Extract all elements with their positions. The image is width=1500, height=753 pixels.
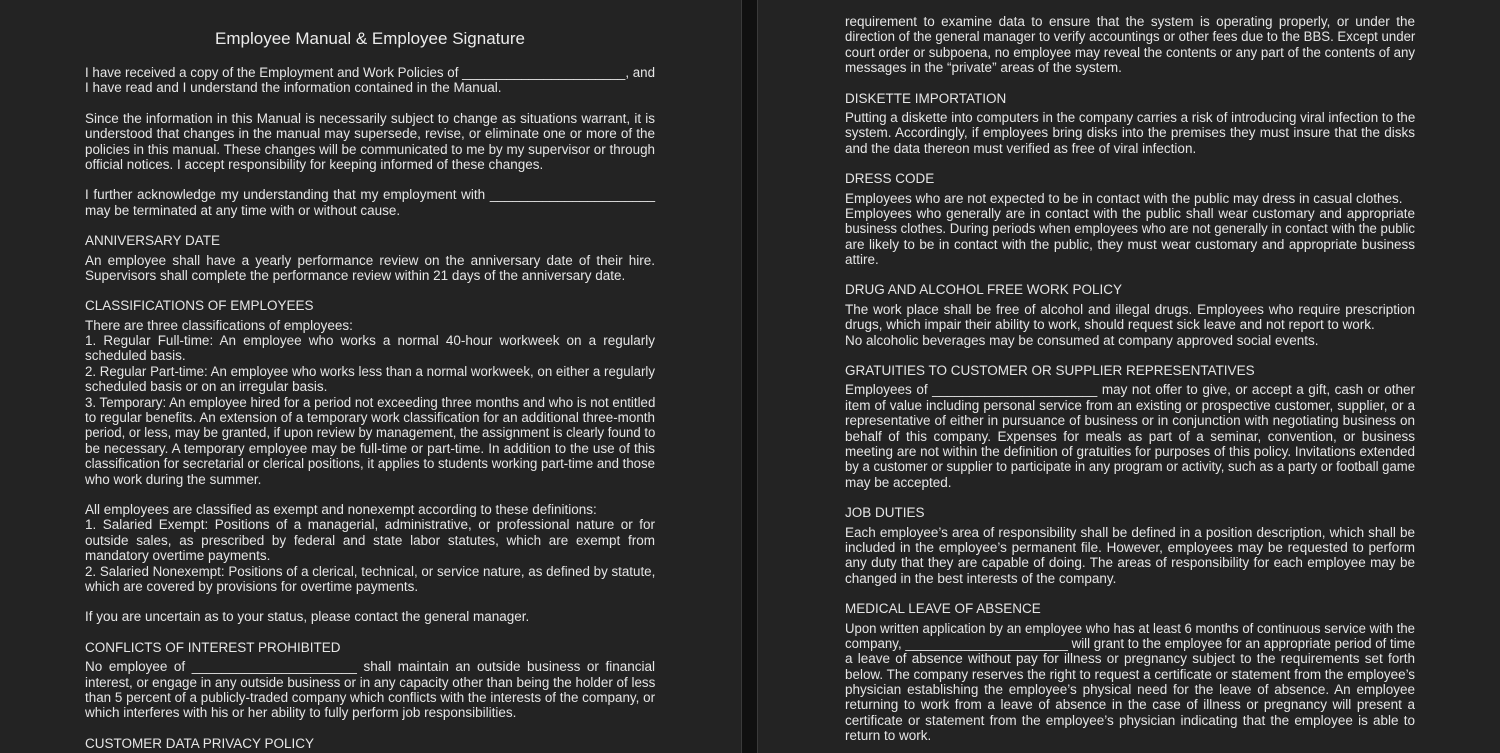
- text-line: Supervisors shall complete the performance review within 21 days of the anniversary date.: [85, 267, 626, 283]
- text-line: changed in the best interests of the company.: [845, 570, 1117, 586]
- paragraph: [85, 395, 655, 487]
- paragraph: [85, 502, 655, 517]
- paragraph: [845, 302, 1415, 333]
- text-line: a leave of absence without pay for illness or pregnancy subject to the requirements set forth: [845, 651, 1415, 667]
- page-right-content: [845, 14, 1415, 744]
- paragraph: [85, 111, 655, 173]
- paragraph: [85, 333, 655, 364]
- text-line: 1. Salaried Exempt: Positions of a managerial, administrative, or professional nature or for: [85, 517, 655, 533]
- text-line: below. The company reserves the right to request a certificate or statement from the employee’s: [845, 666, 1416, 682]
- document-page-left: [0, 0, 742, 753]
- text-line: Upon written application by an employee who has at least 6 months of continuous service with the: [845, 620, 1415, 636]
- text-line: The work place shall be free of alcohol and illegal drugs. Employees who require prescription: [845, 301, 1415, 317]
- paragraph: [845, 14, 1415, 76]
- section-heading: CLASSIFICATIONS OF EMPLOYEES: [85, 298, 314, 314]
- text-line: policies in this manual. These changes will be communicated to me by my supervisor or through: [85, 141, 656, 157]
- text-line: interest, or engage in any outside business or in any capacity other than being the holder of less: [85, 674, 656, 690]
- text-line: returning to work from a leave of absence in the case of illness or pregnancy will present a: [845, 697, 1415, 713]
- paragraph: [85, 318, 655, 333]
- text-line: 2. Salaried Nonexempt: Positions of a clerical, technical, or service nature, as defined by statute,: [85, 563, 656, 579]
- text-line: All employees are classified as exempt and nonexempt according to these definitions:: [85, 501, 597, 517]
- text-line: included in the employee’s permanent file. However, employees may be requested to perform: [845, 539, 1415, 555]
- text-line: I have read and I understand the information contained in the Manual.: [85, 80, 502, 96]
- text-line: certificate or statement from the employee’s physician indicating that the employee is able to: [845, 712, 1415, 728]
- text-line: physician establishing the employee’s physical need for the leave of absence. An employee: [845, 682, 1415, 698]
- text-line: who work during the summer.: [85, 471, 262, 487]
- paragraph: [845, 191, 1415, 206]
- section-heading: MEDICAL LEAVE OF ABSENCE: [845, 601, 1041, 617]
- text-line: to regular benefits. An extension of a temporary work classification for an additional three-month: [85, 410, 655, 426]
- text-line: may be accepted.: [845, 474, 952, 490]
- text-line: which interferes with his or her ability to fully perform job responsibilities.: [85, 705, 517, 721]
- text-line: may be terminated at any time with or without cause.: [85, 202, 401, 218]
- text-line: by a customer or supplier to participate in any program or activity, such as a party or football game: [845, 459, 1415, 475]
- paragraph: [85, 659, 655, 721]
- text-line: meeting are not within the definition of gratuities for purposes of this policy. Invitations extended: [845, 443, 1415, 459]
- text-line: attire.: [845, 252, 879, 268]
- text-line: No employee of ______________________ shall maintain an outside business or financial: [85, 659, 655, 675]
- text-line: period, or less, may be granted, if upon review by management, the assignment is clearly found to: [85, 425, 656, 441]
- paragraph: [845, 382, 1415, 490]
- text-line: I have received a copy of the Employment and Work Policies of ______________________, and: [85, 65, 655, 80]
- text-line: understood that changes in the manual may supersede, revise, or eliminate one or more of the: [85, 126, 655, 142]
- text-line: and the data thereon must verified as free of viral infection.: [845, 140, 1197, 156]
- text-line: messages in the “private” areas of the system.: [845, 60, 1122, 76]
- section-heading: ANNIVERSARY DATE: [85, 233, 221, 249]
- text-line: company, ______________________ will grant to the employee for an appropriate period of time: [845, 635, 1416, 651]
- text-line: 2. Regular Part-time: An employee who works less than a normal workweek, on either a regularly: [85, 363, 655, 379]
- paragraph: [845, 525, 1415, 587]
- section-heading: GRATUITIES TO CUSTOMER OR SUPPLIER REPRESENTATIVES: [845, 363, 1255, 379]
- section-heading: DRUG AND ALCOHOL FREE WORK POLICY: [845, 282, 1123, 298]
- text-line: than 5 percent of a publicly-traded company which conflicts with the interests of the company, or: [85, 689, 656, 705]
- text-line: No alcoholic beverages may be consumed at company approved social events.: [845, 332, 1319, 348]
- text-line: item of value including personal service from an existing or prospective customer, supplier, or a: [845, 397, 1415, 413]
- paragraph: [845, 110, 1415, 156]
- paragraph: [85, 187, 655, 218]
- text-line: If you are uncertain as to your status, please contact the general manager.: [85, 609, 530, 625]
- text-line: requirement to examine data to ensure that the system is operating properly, or under the: [845, 14, 1415, 29]
- paragraph: [845, 333, 1415, 348]
- text-line: behalf of this company. Expenses for meals as part of a seminar, convention, or business: [845, 428, 1415, 444]
- text-line: any duty that they are capable of doing. The areas of responsibility for each employee may be: [845, 555, 1415, 571]
- text-line: direction of the general manager to verify accountings or other fees due to the BBS. Except under: [845, 29, 1416, 45]
- text-line: I further acknowledge my understanding that my employment with ______________________: [85, 187, 655, 203]
- page-left-content: [85, 65, 655, 751]
- paragraph: [85, 364, 655, 395]
- paragraph: [85, 609, 655, 624]
- text-line: drugs, which impair their ability to work, should request sick leave and not report to work.: [845, 317, 1375, 333]
- text-line: Putting a diskette into computers in the company carries a risk of introducing viral infection to the: [845, 109, 1416, 125]
- section-heading: JOB DUTIES: [845, 505, 925, 521]
- paragraph: [85, 564, 655, 595]
- text-line: which are covered by provisions for overtime payments.: [85, 578, 419, 594]
- text-line: Employees who generally are in contact with the public shall wear customary and appropriate: [845, 205, 1415, 221]
- text-line: system. Accordingly, if employees bring disks into the premises they must insure that the disks: [845, 125, 1415, 141]
- text-line: There are three classifications of employees:: [85, 317, 353, 333]
- paragraph: [85, 65, 655, 96]
- paragraph: [85, 253, 655, 284]
- text-line: Employees who are not expected to be in contact with the public may dress in casual clothes.: [845, 190, 1403, 206]
- text-line: return to work.: [845, 728, 932, 744]
- text-line: representative of either in pursuance of business or in conjunction with negotiating business on: [845, 413, 1415, 429]
- text-line: scheduled basis.: [85, 348, 186, 364]
- document-title: Employee Manual & Employee Signature: [215, 29, 525, 48]
- section-heading: CONFLICTS OF INTEREST PROHIBITED: [85, 639, 341, 655]
- text-line: are likely to be in contact with the public, they must wear customary and appropriate business: [845, 236, 1415, 252]
- text-line: scheduled basis or on an irregular basis.: [85, 379, 328, 395]
- section-heading: DRESS CODE: [845, 171, 935, 187]
- text-line: An employee shall have a yearly performance review on the anniversary date of their hire.: [85, 252, 655, 268]
- text-line: 1. Regular Full-time: An employee who works a normal 40-hour workweek on a regularly: [85, 333, 655, 349]
- text-line: court order or subpoena, no employee may reveal the contents or any part of the contents of any: [845, 44, 1416, 60]
- document-page-right: [757, 0, 1500, 753]
- paragraph: [85, 517, 655, 563]
- text-line: be necessary. A temporary employee may be full-time or part-time. In addition to the use of this: [85, 440, 655, 456]
- section-heading: DISKETTE IMPORTATION: [845, 90, 1007, 106]
- text-line: 3. Temporary: An employee hired for a period not exceeding three months and who is not entitled: [85, 394, 656, 410]
- text-line: Since the information in this Manual is necessarily subject to change as situations warrant, it is: [85, 110, 655, 126]
- section-heading: CUSTOMER DATA PRIVACY POLICY: [85, 735, 315, 751]
- text-line: Each employee’s area of responsibility shall be defined in a position description, which shall be: [845, 524, 1415, 540]
- text-line: business clothes. During periods when employees who are not generally in contact with the public: [845, 221, 1415, 237]
- text-line: classification for secretarial or clerical positions, it applies to students working part-time and those: [85, 456, 655, 472]
- text-line: mandatory overtime payments.: [85, 548, 271, 564]
- paragraph: [845, 206, 1415, 268]
- paragraph: [845, 621, 1415, 744]
- text-line: outside sales, as prescribed by federal and state labor statutes, which are exempt from: [85, 532, 655, 548]
- text-line: official notices. I accept responsibility for keeping informed of these changes.: [85, 156, 544, 172]
- text-line: Employees of ______________________ may not offer to give, or accept a gift, cash or other: [845, 382, 1415, 398]
